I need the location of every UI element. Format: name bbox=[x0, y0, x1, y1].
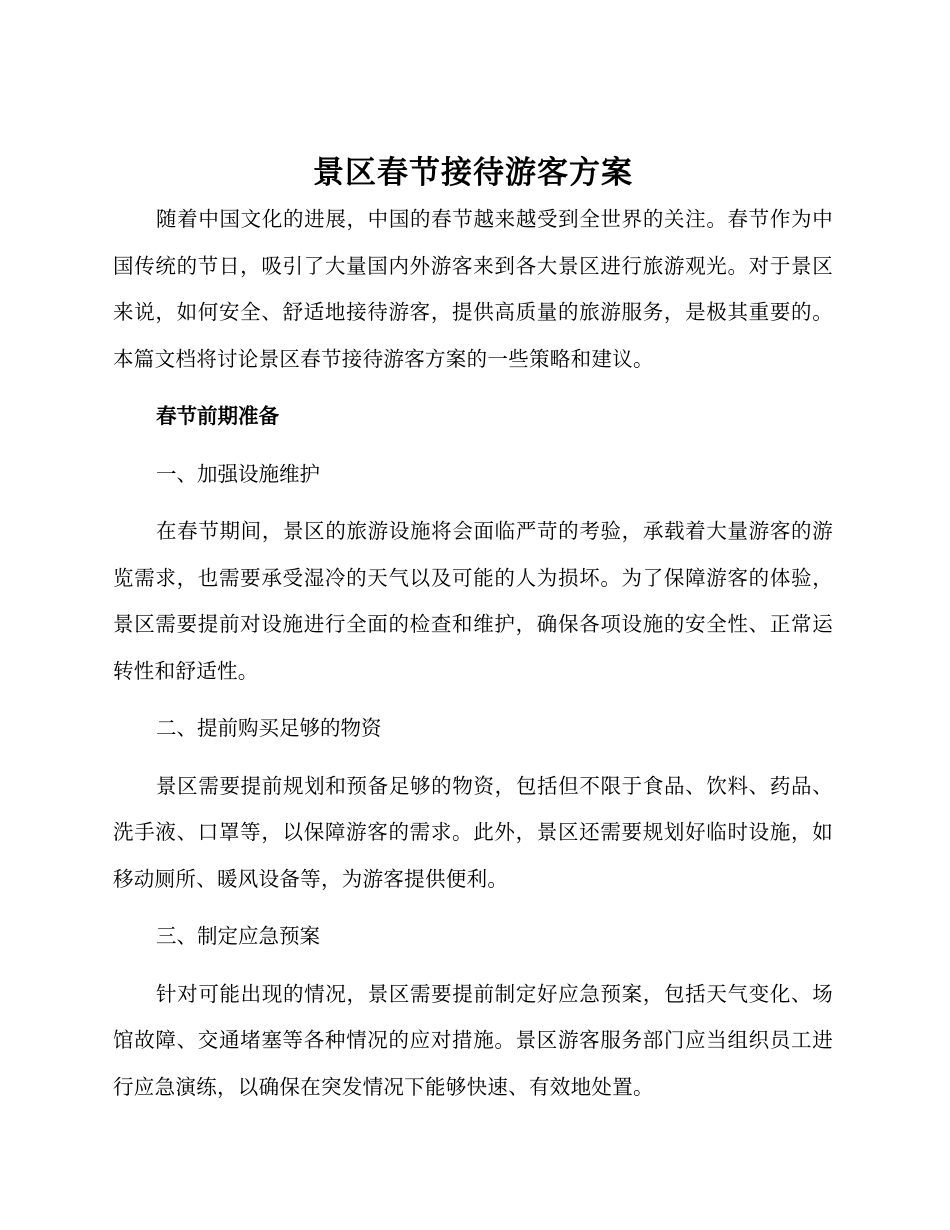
item-body-2: 景区需要提前规划和预备足够的物资，包括但不限于食品、饮料、药品、洗手液、口罩等，以保障游客的需求。此外，景区还需要规划好临时设施，如移动厕所、暖风设备等，为游客提供便利。 bbox=[113, 773, 833, 891]
item-heading-1: 一、加强设施维护 bbox=[156, 461, 320, 486]
item-body-3: 针对可能出现的情况，景区需要提前制定好应急预案，包括天气变化、场馆故障、交通堵塞等各种情况的应对措施。景区游客服务部门应当组织员工进行应急演练，以确保在突发情况下能够快速、有效地处置。 bbox=[113, 981, 833, 1099]
document-title: 景区春节接待游客方案 bbox=[313, 155, 633, 191]
document-body bbox=[113, 150, 833, 1110]
intro-paragraph: 随着中国文化的进展，中国的春节越来越受到全世界的关注。春节作为中国传统的节日，吸引了大量国内外游客来到各大景区进行旅游观光。对于景区来说，如何安全、舒适地接待游客，提供高质量的旅游服务，是极其重要的。本篇文档将讨论景区春节接待游客方案的一些策略和建议。 bbox=[113, 207, 833, 371]
item-body-1: 在春节期间，景区的旅游设施将会面临严苛的考验，承载着大量游客的游览需求，也需要承受湿冷的天气以及可能的人为损坏。为了保障游客的体验，景区需要提前对设施进行全面的检查和维护，确保各项设施的安全性、正常运转性和舒适性。 bbox=[113, 519, 833, 683]
section-heading: 春节前期准备 bbox=[156, 404, 279, 428]
item-heading-2: 二、提前购买足够的物资 bbox=[156, 716, 382, 740]
item-heading-3: 三、制定应急预案 bbox=[156, 924, 320, 948]
